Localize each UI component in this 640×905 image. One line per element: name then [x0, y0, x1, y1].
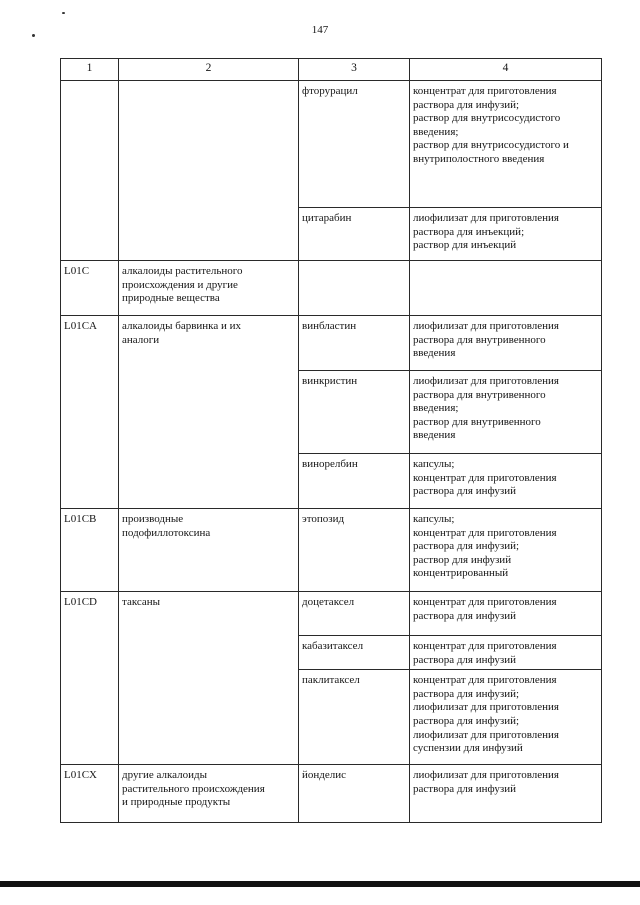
atc-code-cell: L01C: [61, 261, 119, 316]
dosage-form-cell: [410, 454, 602, 509]
drug-name-cell: [299, 261, 410, 316]
drug-name-cell: доцетаксел: [299, 592, 410, 636]
drug-name-cell: цитарабин: [299, 208, 410, 261]
dosage-form-line: введения: [413, 429, 456, 442]
atc-group-cell: [119, 316, 299, 509]
scan-speck: [62, 12, 65, 14]
dosage-form-line: концентрат для приготовления: [413, 471, 557, 484]
dosage-form-line: раствор для инъекций: [413, 239, 517, 252]
dosage-form-line: лиофилизат для приготовления: [413, 701, 559, 714]
atc-group-cell: [119, 509, 299, 592]
column-header: 3: [299, 59, 410, 81]
dosage-form-line: раствор для внутрисосудистого и: [413, 139, 569, 152]
dosage-form-line: раствора для внутривенного: [413, 388, 546, 401]
atc-code-cell: L01CD: [61, 592, 119, 765]
dosage-form-line: лиофилизат для приготовления: [413, 320, 559, 332]
dosage-form-cell: [410, 765, 602, 823]
dosage-form-cell: [410, 316, 602, 371]
dosage-form-line: раствор для инфузий: [413, 553, 512, 566]
dosage-form-line: введения: [413, 347, 456, 360]
group-text-line: природные вещества: [122, 292, 220, 305]
dosage-form-line: концентрат для приготовления: [413, 596, 557, 608]
dosage-form-line: лиофилизат для приготовления: [413, 769, 559, 782]
dosage-form-line: раствора для инфузий;: [413, 714, 520, 727]
drug-name-cell: йонделис: [299, 765, 410, 823]
dosage-form-cell: [410, 509, 602, 592]
group-text-line: и природные продукты: [122, 796, 231, 809]
table-body: [61, 81, 602, 823]
table-row: [61, 81, 602, 208]
column-header: 1: [61, 59, 119, 81]
drug-name-cell: фторурацил: [299, 81, 410, 208]
table-row: [61, 509, 602, 592]
atc-group-cell: [119, 765, 299, 823]
drug-name-cell: паклитаксел: [299, 670, 410, 765]
dosage-form-line: концентрат для приготовления: [413, 674, 557, 687]
dosage-form-line: раствор для внутривенного: [413, 415, 541, 428]
group-text-line: подофиллотоксина: [122, 526, 211, 539]
drug-name-cell: винорелбин: [299, 454, 410, 509]
dosage-form-line: лиофилизат для приготовления: [413, 212, 559, 224]
dosage-form-cell: [410, 261, 602, 316]
page-number: 147: [311, 24, 329, 36]
atc-code-cell: L01CA: [61, 316, 119, 509]
group-text-line: происхождения и другие: [122, 278, 238, 291]
dosage-form-line: капсулы;: [413, 513, 455, 525]
dosage-form-line: раствора для инфузий;: [413, 540, 520, 553]
dosage-form-line: раствора для внутривенного: [413, 333, 546, 346]
dosage-form-line: концентрат для приготовления: [413, 526, 557, 539]
dosage-form-line: раствора для инфузий;: [413, 98, 520, 111]
drug-name-cell: этопозид: [299, 509, 410, 592]
atc-group-cell: [119, 592, 299, 765]
dosage-form-line: лиофилизат для приготовления: [413, 375, 559, 387]
dosage-form-line: лиофилизат для приготовления: [413, 728, 559, 741]
dosage-form-line: капсулы;: [413, 458, 455, 470]
dosage-form-line: концентрат для приготовления: [413, 85, 557, 97]
group-text-line: аналоги: [122, 333, 160, 346]
dosage-form-line: введения;: [413, 125, 459, 138]
table-row: [61, 765, 602, 823]
dosage-form-line: концентрат для приготовления: [413, 640, 557, 652]
dosage-form-line: раствора для инфузий: [413, 485, 516, 498]
drug-name-cell: винбластин: [299, 316, 410, 371]
atc-group-cell: [119, 261, 299, 316]
group-text-line: таксаны: [122, 596, 161, 608]
drug-name-cell: кабазитаксел: [299, 636, 410, 670]
drug-name-cell: винкристин: [299, 371, 410, 454]
drug-table: [60, 58, 602, 823]
group-text-line: другие алкалоиды: [122, 769, 207, 782]
dosage-form-line: суспензии для инфузий: [413, 742, 523, 755]
dosage-form-line: раствора для инъекций;: [413, 225, 525, 238]
dosage-form-cell: [410, 371, 602, 454]
dosage-form-line: раствора для инфузий: [413, 653, 516, 666]
dosage-form-line: раствора для инфузий;: [413, 687, 520, 700]
dosage-form-cell: [410, 208, 602, 261]
dosage-form-line: введения;: [413, 402, 459, 415]
atc-code-cell: L01CB: [61, 509, 119, 592]
dosage-form-line: раствор для внутрисосудистого: [413, 112, 561, 125]
dosage-form-cell: [410, 670, 602, 765]
atc-code-cell: L01CX: [61, 765, 119, 823]
atc-code-cell: [61, 81, 119, 261]
table-header-row: [61, 59, 602, 81]
table-row: [61, 261, 602, 316]
group-text-line: алкалоиды барвинка и их: [122, 320, 242, 332]
table-row: [61, 592, 602, 636]
table-row: [61, 316, 602, 371]
dosage-form-line: концентрированный: [413, 567, 509, 580]
group-text-line: производные: [122, 513, 184, 525]
dosage-form-line: раствора для инфузий: [413, 782, 516, 795]
dosage-form-line: внутриполостного введения: [413, 152, 545, 165]
scan-bottom-border: [0, 881, 640, 887]
dosage-form-cell: [410, 81, 602, 208]
dosage-form-cell: [410, 636, 602, 670]
dosage-form-line: раствора для инфузий: [413, 609, 516, 622]
atc-group-cell: [119, 81, 299, 261]
column-header: 2: [119, 59, 299, 81]
dosage-form-cell: [410, 592, 602, 636]
group-text-line: алкалоиды растительного: [122, 265, 243, 277]
group-text-line: растительного происхождения: [122, 782, 265, 795]
column-header: 4: [410, 59, 602, 81]
